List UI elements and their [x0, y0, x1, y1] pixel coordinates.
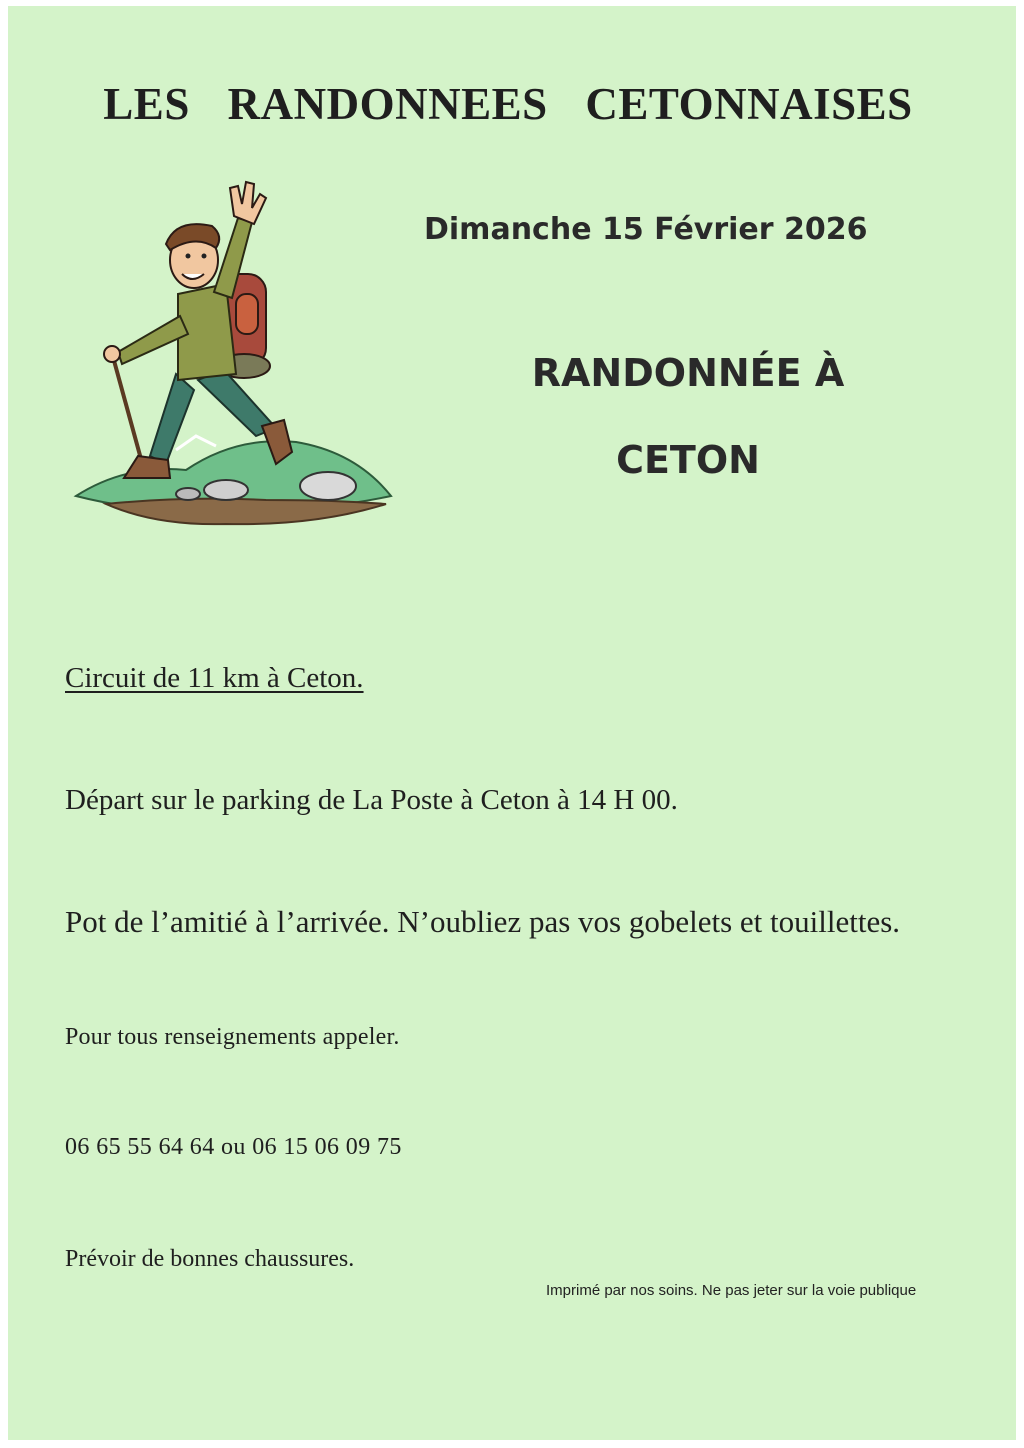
headline-line1: RANDONNÉE À: [531, 351, 845, 395]
event-date: Dimanche 15 Février 2026: [424, 212, 868, 247]
advice-text: Prévoir de bonnes chaussures.: [65, 1246, 355, 1272]
departure-text: Départ sur le parking de La Poste à Ceton à 14 H 00.: [65, 784, 678, 816]
reception-text: Pot de l’amitié à l’arrivée. N’oubliez pas vos gobelets et touillettes.: [65, 904, 901, 939]
poster-title: LES RANDONNEES CETONNAISES: [103, 79, 913, 129]
phone-numbers: 06 65 55 64 64 ou 06 15 06 09 75: [65, 1134, 402, 1160]
hiker-illustration: [66, 174, 396, 534]
flyer-sheet: [8, 6, 1016, 1440]
circuit-text: Circuit de 11 km à Ceton.: [65, 662, 364, 694]
headline-line2: CETON: [616, 438, 760, 482]
info-text: Pour tous renseignements appeler.: [65, 1024, 400, 1050]
footer-note: Imprimé par nos soins. Ne pas jeter sur la voie publique: [546, 1282, 917, 1299]
